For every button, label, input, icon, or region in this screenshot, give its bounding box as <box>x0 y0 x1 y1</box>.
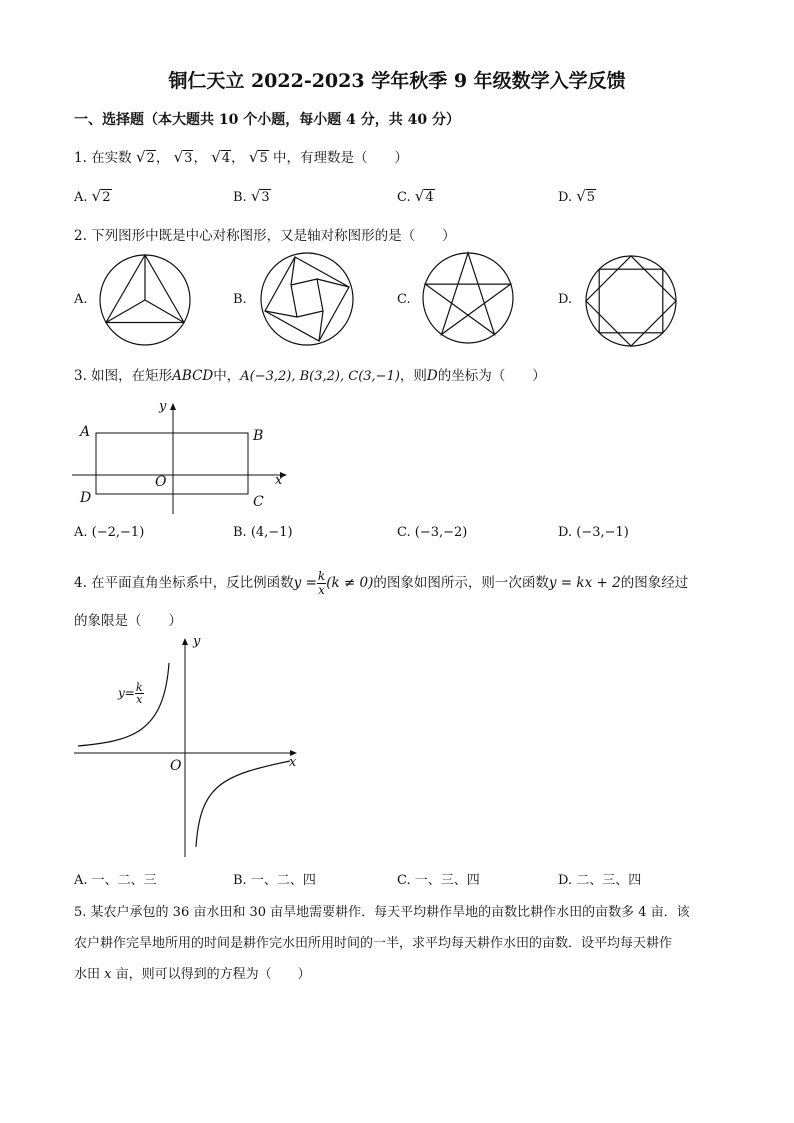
q2-figure-c <box>421 251 515 345</box>
q2-figure-d <box>584 254 678 348</box>
q2-option-b-label[interactable]: B. <box>233 292 247 307</box>
q4-option-a[interactable]: A. 一、二、三 <box>74 873 157 888</box>
question-4-stem: 4. 在平面直角坐标系中，反比例函数y = $\frac{k}{x}$ (k ≠ 0)的图象如图所示，则一次函数y = kx + 2的图象经过 <box>74 569 689 597</box>
q3-label-d: D <box>80 490 92 506</box>
q2-figure-b <box>259 251 355 347</box>
question-2-stem: 2. 下列图形中既是中心对称图形，又是轴对称图形的是（ ） <box>74 228 456 244</box>
sqrt-2: √2 <box>135 148 155 166</box>
q1-option-a[interactable]: A. √2 <box>74 187 111 205</box>
q3-option-a[interactable]: A. (−2,−1) <box>74 525 145 540</box>
q4-fraction: $\frac{k}{x}$ <box>317 569 326 597</box>
q3-label-origin: O <box>155 474 167 490</box>
q3-label-c: C <box>253 494 264 510</box>
q3-option-c[interactable]: C. (−3,−2) <box>397 525 468 540</box>
q1-option-b[interactable]: B. √3 <box>233 187 270 205</box>
page-title: 铜仁天立 2022-2023 学年秋季 9 年级数学入学反馈 <box>168 70 626 92</box>
question-5-line-2: 农户耕作完旱地所用的时间是耕作完水田所用时间的一半，求平均每天耕作水田的亩数．设平均每天耕作 <box>74 936 673 951</box>
q4-label-y: y <box>193 634 201 649</box>
sqrt-5: √5 <box>248 148 268 166</box>
q1-option-d[interactable]: D. √5 <box>558 187 596 205</box>
question-4-stem-line-2: 的象限是（ ） <box>74 613 182 629</box>
question-1-stem: 1. 在实数 √2， √3， √4， √5 中，有理数是（ ） <box>74 148 409 166</box>
q2-option-a-label[interactable]: A. <box>74 292 88 307</box>
question-5-line-3: 水田 x 亩，则可以得到的方程为（ ） <box>74 967 311 982</box>
question-5-line-1: 5. 某农户承包的 36 亩水田和 30 亩旱地需要耕作．每天平均耕作旱地的亩数比耕作水田的亩数多 4 亩．该 <box>74 905 690 920</box>
question-3-stem: 3. 如图，在矩形ABCD中，A(−3,2), B(3,2), C(3,−1)，则D的坐标为（ ） <box>74 368 546 384</box>
q2-option-d-label[interactable]: D. <box>558 292 573 307</box>
q3-label-b: B <box>253 428 264 444</box>
q4-option-c[interactable]: C. 一、三、四 <box>397 873 480 888</box>
q4-option-b[interactable]: B. 一、二、四 <box>233 873 316 888</box>
q4-label-x: x <box>289 755 297 770</box>
q4-label-origin: O <box>170 758 182 774</box>
q4-option-d[interactable]: D. 二、三、四 <box>558 873 642 888</box>
sqrt-4: √4 <box>211 148 231 166</box>
q3-label-a: A <box>80 424 91 440</box>
q4-hyperbola-figure <box>72 635 302 860</box>
q2-figure-a <box>98 253 192 347</box>
q3-option-d[interactable]: D. (−3,−1) <box>558 525 629 540</box>
q3-label-y: y <box>159 399 167 414</box>
section-heading: 一、选择题（本大题共 10 个小题，每小题 4 分，共 40 分） <box>74 112 460 128</box>
sqrt-3: √3 <box>173 148 193 166</box>
q3-label-x: x <box>275 473 283 488</box>
q3-option-b[interactable]: B. (4,−1) <box>233 525 293 540</box>
q1-option-c[interactable]: C. √4 <box>397 187 434 205</box>
q4-curve-label: y= $\frac{k}{x}$ <box>118 681 143 706</box>
q2-option-c-label[interactable]: C. <box>397 292 411 307</box>
